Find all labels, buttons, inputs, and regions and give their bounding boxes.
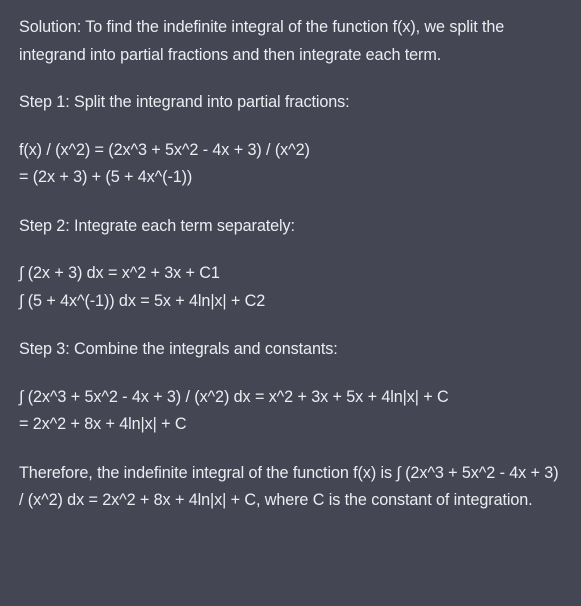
step1-equation-line-1: f(x) / (x^2) = (2x^3 + 5x^2 - 4x + 3) / (x^2): [19, 140, 310, 159]
spacer: [19, 192, 565, 213]
conclusion-paragraph: Therefore, the indefinite integral of the function f(x) is ∫ (2x^3 + 5x^2 - 4x + 3) / (x^2) dx = 2x^2 + 8x + 4ln|x| + C, where C is the constant of integration.: [19, 463, 563, 509]
spacer: [19, 240, 565, 260]
step1-heading: Step 1: Split the integrand into partial fractions:: [19, 93, 350, 111]
step3-equation-line-2: = 2x^2 + 8x + 4ln|x| + C: [19, 415, 187, 433]
step3-heading: Step 3: Combine the integrals and constants:: [19, 340, 338, 358]
spacer: [19, 315, 565, 336]
spacer: [19, 364, 565, 384]
step3-equation-line-1: ∫ (2x^3 + 5x^2 - 4x + 3) / (x^2) dx = x^2 + 3x + 5x + 4ln|x| + C: [19, 387, 449, 406]
spacer: [19, 439, 565, 460]
step2-heading: Step 2: Integrate each term separately:: [19, 216, 295, 235]
spacer: [19, 117, 565, 137]
step2-equation-line-2: ∫ (5 + 4x^(-1)) dx = 5x + 4ln|x| + C2: [19, 291, 266, 310]
step1-equation-line-2: = (2x + 3) + (5 + 4x^(-1)): [19, 168, 193, 186]
intro-paragraph: Solution: To find the indefinite integral of the function f(x), we split the integrand into partial fractions and then integrate each term.: [19, 18, 509, 64]
spacer: [19, 69, 565, 89]
step2-equation-line-1: ∫ (2x + 3) dx = x^2 + 3x + C1: [19, 264, 220, 282]
